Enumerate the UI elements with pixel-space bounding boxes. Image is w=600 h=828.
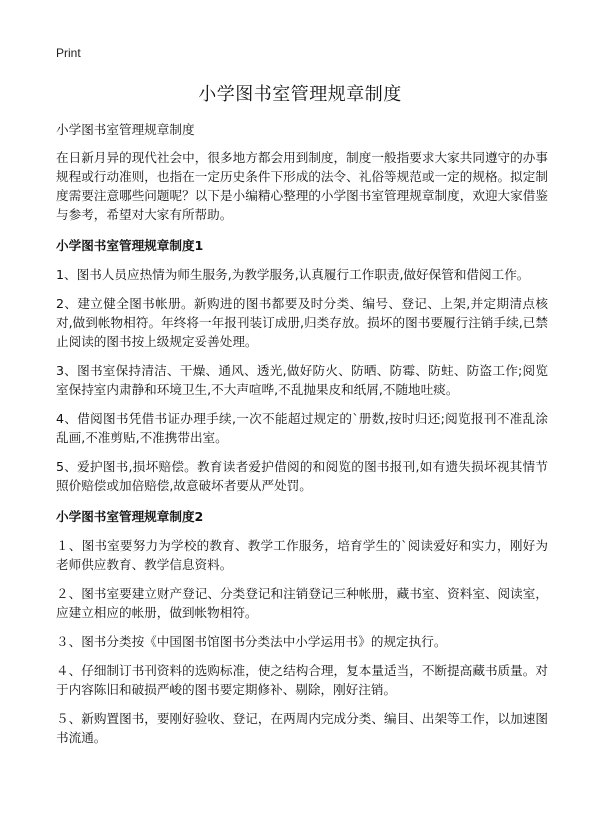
list-item: 1、图书人员应热情为师生服务,为教学服务,认真履行工作职责,做好保管和借阅工作。 <box>56 267 530 282</box>
print-link[interactable]: Print <box>56 46 81 60</box>
list-item: ４、仔细制订书刊资料的选购标准，使之结构合理，复本量适当，不断提高藏书质量。对于内容陈旧和破损严峻的图书要定期修补、剔除，刚好注销。 <box>56 663 548 697</box>
list-item: ３、图书分类按《中国图书馆图书分类法中小学运用书》的规定执行。 <box>56 634 447 649</box>
section-1 <box>56 236 548 495</box>
section-heading: 小学图书室管理规章制度1 <box>56 238 204 253</box>
article-body <box>56 120 548 757</box>
list-item: ５、新购置图书，要刚好验收、登记，在两周内完成分类、编目、出架等工作，以加速图书流通。 <box>56 711 548 745</box>
list-item: ２、图书室要建立财产登记、分类登记和注销登记三种帐册，藏书室、资料室、阅读室，应建立相应的帐册，做到帐物相符。 <box>56 586 548 620</box>
list-item: １、图书室要努力为学校的教育、教学工作服务，培育学生的`阅读爱好和实力，刚好为老师供应教育、教学信息资料。 <box>56 538 548 572</box>
list-item: 4、借阅图书凭借书证办理手续,一次不能超过规定的`册数,按时归还;阅览报刊不准乱涂乱画,不准剪贴,不准携带出室。 <box>56 411 548 445</box>
list-item: 5、爱护图书,损坏赔偿。教育读者爱护借阅的和阅览的图书报刊,如有遗失损坏视其情节照价赔偿或加倍赔偿,故意破坏者要从严处罚。 <box>56 459 548 493</box>
section-heading: 小学图书室管理规章制度2 <box>56 509 204 524</box>
article-subtitle: 小学图书室管理规章制度 <box>56 122 195 137</box>
list-item: 2、建立健全图书帐册。新购进的图书都要及时分类、编号、登记、上架,并定期清点核对,做到帐物相符。年终将一年报刊装订成册,归类存放。损坏的图书要履行注销手续,已禁止阅读的图书按上级规定妥善处理。 <box>56 296 548 349</box>
section-2 <box>56 507 548 747</box>
intro-paragraph: 在日新月异的现代社会中，很多地方都会用到制度，制度一般指要求大家共同遵守的办事规程或行动准则，也指在一定历史条件下形成的法令、礼俗等规范或一定的规格。拟定制度需要注意哪些问题呢？以下是小编精心整理的小学图书室管理规章制度，欢迎大家借鉴与参考，希望对大家有所帮助。 <box>56 150 548 222</box>
page-title: 小学图书室管理规章制度 <box>198 84 402 105</box>
list-item: 3、图书室保持清洁、干燥、通风、透光,做好防火、防晒、防霉、防蛀、防盗工作;阅览室保持室内肃静和环境卫生,不大声喧哗,不乱抛果皮和纸屑,不随地吐痰。 <box>56 363 548 397</box>
